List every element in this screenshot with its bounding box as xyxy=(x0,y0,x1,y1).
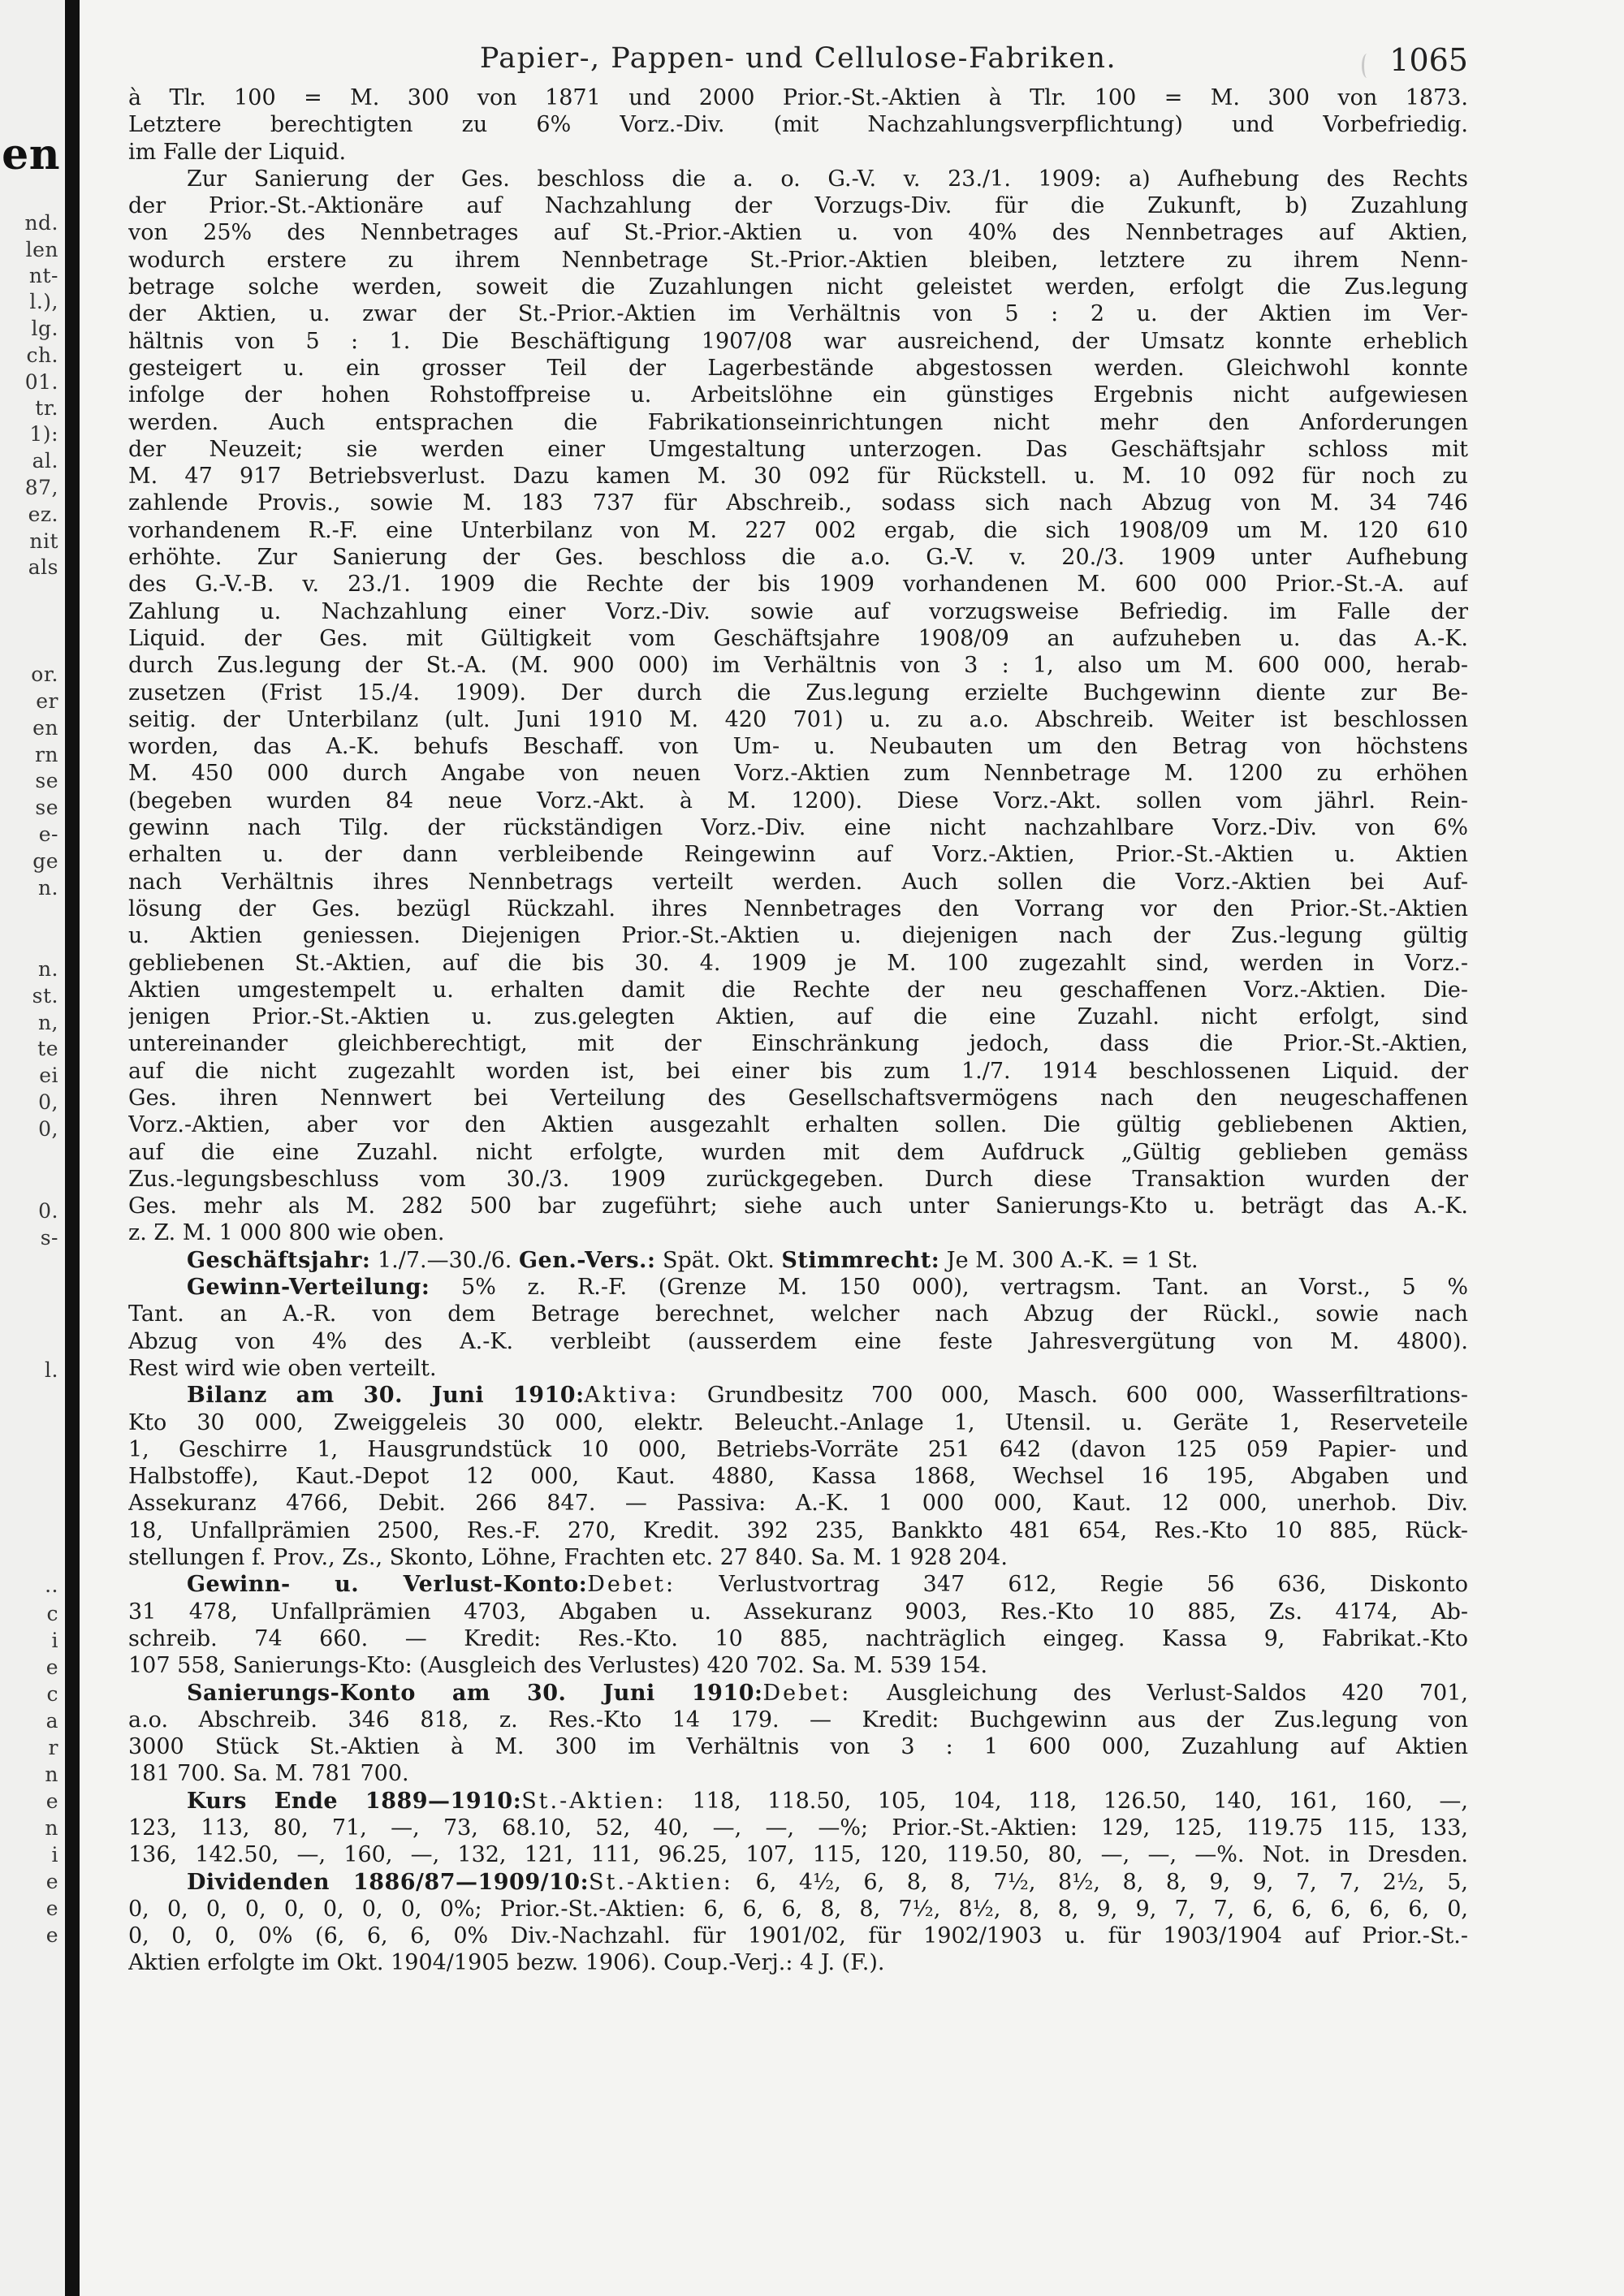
line-text: 5% z. R.-F. (Grenze M. 150 000), vertragsm. Tant. an Vorst., 5 % xyxy=(430,1275,1468,1301)
line-text: Zus.-legungsbeschluss vom 30./3. 1909 zurückgegeben. Durch diese Transaktion wurden der xyxy=(128,1166,1468,1192)
text-line xyxy=(128,192,1468,219)
margin-fragment: al. xyxy=(32,449,58,473)
margin-fragment: e xyxy=(45,1870,58,1893)
margin-fragment: e xyxy=(45,1923,58,1947)
margin-fragment: i xyxy=(51,1843,58,1867)
line-text: 118, 118.50, 105, 104, 118, 126.50, 140, 161, 160, —, xyxy=(666,1788,1468,1814)
line-text: Halbstoffe), Kaut.-Depot 12 000, Kaut. 4880, Kassa 1868, Wechsel 16 195, Abgaben und xyxy=(128,1464,1468,1490)
spaced-label: St.-Aktien: xyxy=(589,1869,733,1895)
line-text: 1./7.—30./6. xyxy=(370,1247,519,1273)
section-label: Sanierungs-Konto am 30. Juni 1910: xyxy=(187,1680,763,1706)
line-text: wodurch erstere zu ihrem Nennbetrage St.-Prior.-Aktien bleiben, letztere zu ihrem Nenn- xyxy=(128,247,1468,273)
margin-fragment: r xyxy=(48,1736,58,1759)
text-line xyxy=(128,1058,1468,1085)
line-text: betrage solche werden, soweit die Zuzahlungen nicht geleistet werden, erfolgt die Zus.legung xyxy=(128,274,1468,300)
line-text: werden. Auch entsprachen die Fabrikationseinrichtungen nicht mehr den Anforderungen xyxy=(128,409,1468,435)
text-line xyxy=(128,1247,1468,1274)
text-line xyxy=(128,463,1468,490)
line-text: schreib. 74 660. — Kredit: Res.-Kto. 10 885, nachträglich eingeg. Kassa 9, Fabrikat.-Kto xyxy=(128,1625,1468,1651)
text-line xyxy=(128,1788,1468,1815)
line-text: Kto 30 000, Zweiggeleis 30 000, elektr. Beleucht.-Anlage 1, Utensil. u. Geräte 1, Reserveteile xyxy=(128,1409,1468,1435)
text-line xyxy=(128,788,1468,814)
text-line xyxy=(128,869,1468,896)
line-text: Zur Sanierung der Ges. beschloss die a. o. G.-V. v. 23./1. 1909: a) Aufhebung des Rechts xyxy=(187,166,1468,192)
text-line xyxy=(128,922,1468,949)
margin-fragment: en xyxy=(2,130,60,179)
line-text: untereinander gleichberechtigt, mit der Einschränkung jedoch, dass die Prior.-St.-Aktien, xyxy=(128,1031,1468,1057)
line-text: M. 47 917 Betriebsverlust. Dazu kamen M. 30 092 für Rückstell. u. M. 10 092 für noch zu xyxy=(128,464,1468,490)
text-line xyxy=(128,111,1468,138)
spaced-label: Aktiva: xyxy=(584,1383,680,1409)
margin-fragment: c xyxy=(46,1602,58,1625)
text-line xyxy=(128,1355,1468,1382)
margin-fragment: s- xyxy=(40,1226,58,1249)
margin-fragment: lg. xyxy=(31,317,58,340)
text-line xyxy=(128,1760,1468,1787)
margin-fragment: 1): xyxy=(29,422,58,446)
text-line xyxy=(128,950,1468,977)
line-text: 31 478, Unfallprämien 4703, Abgaben u. Assekuranz 9003, Res.-Kto 10 885, Zs. 4174, Ab- xyxy=(128,1599,1468,1625)
text-line xyxy=(128,1815,1468,1841)
text-line xyxy=(128,1382,1468,1409)
line-text: der Aktien, u. zwar der St.-Prior.-Aktien im Verhältnis von 5 : 2 u. der Aktien im Ver- xyxy=(128,301,1468,327)
margin-fragment: 87, xyxy=(24,476,58,499)
line-text: 0, 0, 0, 0, 0, 0, 0, 0, 0%; Prior.-St.-Aktien: 6, 6, 6, 8, 8, 7½, 8½, 8, 8, 9, 9, 7, 7, 6, 6, 6, 6, 6, 0, xyxy=(128,1896,1468,1922)
running-title: Papier-, Pappen- und Cellulose-Fabriken. xyxy=(479,42,1117,75)
line-text: Aktien umgestempelt u. erhalten damit die Rechte der neu geschaffenen Vorz.-Aktien. Die- xyxy=(128,977,1468,1003)
margin-fragment: se xyxy=(35,769,58,792)
spaced-label: Debet: xyxy=(762,1680,852,1706)
line-text: M. 450 000 durch Angabe von neuen Vorz.-Aktien zum Nennbetrage M. 1200 zu erhöhen xyxy=(128,761,1468,787)
margin-fragment: ch. xyxy=(26,343,58,367)
line-text: nach Verhältnis ihres Nennbetrags verteilt werden. Auch sollen die Vorz.-Aktien bei Auf- xyxy=(128,869,1468,895)
line-text: 0, 0, 0, 0% (6, 6, 6, 0% Div.-Nachzahl. für 1901/02, für 1902/1903 u. für 1903/1904 auf Prior.-St.- xyxy=(128,1923,1468,1949)
line-text: Rest wird wie oben verteilt. xyxy=(128,1355,437,1381)
margin-fragment: se xyxy=(35,796,58,819)
text-line xyxy=(128,1219,1468,1246)
line-text: erhöhte. Zur Sanierung der Ges. beschloss die a.o. G.-V. v. 20./3. 1909 unter Aufhebung xyxy=(128,545,1468,571)
line-text: seitig. der Unterbilanz (ult. Juni 1910 M. 420 701) u. zu a.o. Abschreib. Weiter ist beschlossen xyxy=(128,706,1468,732)
line-text: gesteigert u. ein grosser Teil der Lagerbestände abgestossen werden. Gleichwohl konnte xyxy=(128,355,1468,381)
line-text: Aktien erfolgte im Okt. 1904/1905 bezw. 1906). Coup.-Verj.: 4 J. (F.). xyxy=(128,1950,885,1976)
line-text: 136, 142.50, —, 160, —, 132, 121, 111, 96.25, 107, 115, 120, 119.50, 80, —, —, —%. Not. in Dresden. xyxy=(128,1842,1468,1868)
text-line xyxy=(128,896,1468,922)
text-line xyxy=(128,1841,1468,1868)
margin-fragment: nit xyxy=(29,529,58,553)
text-line xyxy=(128,1274,1468,1301)
text-line xyxy=(128,1544,1468,1571)
text-line xyxy=(128,652,1468,679)
text-line xyxy=(128,1085,1468,1111)
text-line xyxy=(128,1490,1468,1517)
line-text: durch Zus.legung der St.-A. (M. 900 000) im Verhältnis von 3 : 1, also um M. 600 000, herab- xyxy=(128,653,1468,679)
text-line xyxy=(128,706,1468,733)
text-line xyxy=(128,1599,1468,1625)
text-line xyxy=(128,328,1468,355)
line-text: zusetzen (Frist 15./4. 1909). Der durch die Zus.legung erzielte Buchgewinn diente zur Be- xyxy=(128,680,1468,706)
line-text: der Neuzeit; sie werden einer Umgestaltung unterzogen. Das Geschäftsjahr schloss mit xyxy=(128,436,1468,462)
line-text: 18, Unfallprämien 2500, Res.-F. 270, Kredit. 392 235, Bankkto 481 654, Res.-Kto 10 885, Rück- xyxy=(128,1517,1468,1543)
line-text: auf die nicht zugezahlt worden ist, bei einer bis zum 1./7. 1914 beschlossenen Liquid. der xyxy=(128,1058,1468,1084)
margin-fragment: e- xyxy=(38,822,58,846)
line-text: jenigen Prior.-St.-Aktien u. zus.gelegten Aktien, auf die eine Zuzahl. nicht erfolgt, sind xyxy=(128,1004,1468,1030)
line-text: 3000 Stück St.-Aktien à M. 300 im Verhältnis von 3 : 1 600 000, Zuzahlung auf Aktien xyxy=(128,1734,1468,1760)
section-label: Geschäftsjahr: xyxy=(187,1247,371,1273)
text-line xyxy=(128,544,1468,571)
margin-fragment: e xyxy=(45,1655,58,1679)
section-label: Bilanz am 30. Juni 1910: xyxy=(187,1383,585,1409)
margin-fragment: c xyxy=(46,1682,58,1706)
margin-fragment: l.), xyxy=(29,290,58,313)
text-line xyxy=(128,814,1468,841)
line-text: lösung der Ges. bezügl Rückzahl. ihres Nennbetrages den Vorrang vor den Prior.-St.-Aktien xyxy=(128,896,1468,921)
line-text: infolge der hohen Rohstoffpreise u. Arbeitslöhne ein günstiges Ergebnis nicht aufgewiesen xyxy=(128,382,1468,408)
text-line xyxy=(128,517,1468,544)
page-number: 1065 xyxy=(1389,42,1468,78)
line-text: zahlende Provis., sowie M. 183 737 für Abschreib., sodass sich nach Abzug von M. 34 746 xyxy=(128,490,1468,516)
text-line xyxy=(128,274,1468,300)
line-text: gewinn nach Tilg. der rückständigen Vorz.-Div. eine nicht nachzahlbare Vorz.-Div. von 6% xyxy=(128,815,1468,841)
text-line xyxy=(128,1463,1468,1490)
margin-fragment: rn xyxy=(34,743,58,766)
line-text: von 25% des Nennbetrages auf St.-Prior.-Aktien u. von 40% des Nennbetrages auf Aktien, xyxy=(128,220,1468,246)
margin-fragment: als xyxy=(28,555,58,579)
line-text: hältnis von 5 : 1. Die Beschäftigung 1907/08 war ausreichend, der Umsatz konnte erheblich xyxy=(128,328,1468,354)
line-text: Letztere berechtigten zu 6% Vorz.-Div. (mit Nachzahlungsverpflichtung) und Vorbefriedig. xyxy=(128,112,1468,138)
left-page-margin-fragments xyxy=(0,0,63,2296)
margin-fragment: en xyxy=(32,716,58,740)
text-line xyxy=(128,247,1468,274)
page-header xyxy=(128,42,1468,84)
text-line xyxy=(128,680,1468,706)
line-text: Je M. 300 A.-K. = 1 St. xyxy=(939,1247,1199,1273)
text-line xyxy=(128,1111,1468,1138)
section-label: Gewinn-Verteilung: xyxy=(187,1275,430,1301)
line-text: des G.-V.-B. v. 23./1. 1909 die Rechte der bis 1909 vorhandenen M. 600 000 Prior.-St.-A. auf xyxy=(128,572,1468,598)
line-text: u. Aktien geniessen. Diejenigen Prior.-St.-Aktien u. diejenigen nach der Zus.-legung gültig xyxy=(128,923,1468,949)
margin-fragment: or. xyxy=(31,662,58,686)
line-text: Liquid. der Ges. mit Gültigkeit vom Geschäftsjahre 1908/09 an aufzuheben u. das A.-K. xyxy=(128,625,1468,651)
line-text: Verlustvortrag 347 612, Regie 56 636, Diskonto xyxy=(676,1572,1468,1598)
text-line xyxy=(128,382,1468,408)
margin-fragment: e xyxy=(45,1789,58,1813)
margin-fragment: 01. xyxy=(24,370,58,394)
margin-fragment: l. xyxy=(45,1358,58,1382)
line-text: a.o. Abschreib. 346 818, z. Res.-Kto 14 179. — Kredit: Buchgewinn aus der Zus.legung von xyxy=(128,1707,1468,1733)
text-line xyxy=(128,1003,1468,1030)
line-text: der Prior.-St.-Aktionäre auf Nachzahlung der Vorzugs-Div. für die Zukunft, b) Zuzahlung xyxy=(128,193,1468,219)
line-text: gebliebenen St.-Aktien, auf die bis 30. 4. 1909 je M. 100 zugezahlt sind, werden in Vorz.- xyxy=(128,950,1468,976)
text-line xyxy=(128,841,1468,868)
line-text: auf die eine Zuzahl. nicht erfolgte, wurden mit dem Aufdruck „Gültig geblieben gemäss xyxy=(128,1139,1468,1165)
text-line xyxy=(128,1301,1468,1327)
text-line xyxy=(128,1436,1468,1463)
margin-fragment: te xyxy=(37,1037,58,1060)
text-line xyxy=(128,1680,1468,1707)
line-text: 107 558, Sanierungs-Kto: (Ausgleich des Verlustes) 420 702. Sa. M. 539 154. xyxy=(128,1653,988,1679)
margin-fragment: n xyxy=(45,1763,58,1786)
line-text: 123, 113, 80, 71, —, 73, 68.10, 52, 40, —, —, —%; Prior.-St.-Aktien: 129, 125, 119.75 115, 133, xyxy=(128,1815,1468,1841)
text-line xyxy=(128,1409,1468,1436)
text-line xyxy=(128,1328,1468,1355)
section-label: Gen.-Vers.: xyxy=(518,1247,656,1273)
text-line xyxy=(128,598,1468,625)
text-line xyxy=(128,490,1468,516)
text-line xyxy=(128,571,1468,598)
margin-fragment: len xyxy=(25,238,58,261)
page xyxy=(128,42,1468,1977)
text-line xyxy=(128,760,1468,787)
text-line xyxy=(128,409,1468,436)
text-line xyxy=(128,139,1468,166)
margin-fragment: st. xyxy=(32,984,58,1008)
margin-fragment: e xyxy=(45,1897,58,1920)
line-text: z. Z. M. 1 000 800 wie oben. xyxy=(128,1220,445,1246)
line-text: 1, Geschirre 1, Hausgrundstück 10 000, Betriebs-Vorräte 251 642 (davon 125 059 Papier- und xyxy=(128,1436,1468,1462)
text-line xyxy=(128,1571,1468,1598)
text-line xyxy=(128,1193,1468,1219)
line-text: Ges. mehr als M. 282 500 bar zugeführt; siehe auch unter Sanierungs-Kto u. beträgt das A.-K. xyxy=(128,1193,1468,1219)
margin-fragment: er xyxy=(36,689,58,713)
line-text: 181 700. Sa. M. 781 700. xyxy=(128,1761,409,1787)
line-text: Vorz.-Aktien, aber vor den Aktien ausgezahlt erhalten sollen. Die gültig gebliebenen Aktien, xyxy=(128,1112,1468,1138)
text-line xyxy=(128,300,1468,327)
section-label: Dividenden 1886/87—1909/10: xyxy=(187,1869,590,1895)
margin-fragment: nd. xyxy=(24,211,58,235)
margin-fragment: .. xyxy=(45,1573,58,1597)
margin-fragment: 0, xyxy=(38,1090,58,1114)
section-label: Gewinn- u. Verlust-Konto: xyxy=(187,1572,588,1598)
margin-fragment: nt- xyxy=(28,264,58,287)
text-line xyxy=(128,1139,1468,1166)
page-gutter xyxy=(65,0,80,2296)
text-line xyxy=(128,1923,1468,1949)
text-line xyxy=(128,1030,1468,1057)
text-line xyxy=(128,1707,1468,1733)
text-line xyxy=(128,1733,1468,1760)
line-text: Ausgleichung des Verlust-Saldos 420 701, xyxy=(851,1680,1468,1706)
text-line xyxy=(128,1517,1468,1544)
text-line xyxy=(128,84,1468,111)
line-text: erhalten u. der dann verbleibende Reingewinn auf Vorz.-Aktien, Prior.-St.-Aktien u. Aktien xyxy=(128,842,1468,868)
text-line xyxy=(128,1949,1468,1976)
line-text: Abzug von 4% des A.-K. verbleibt (ausserdem eine feste Jahresvergütung von M. 4800). xyxy=(128,1328,1468,1354)
line-text: worden, das A.-K. behufs Beschaff. von Um- u. Neubauten um den Betrag von höchstens xyxy=(128,734,1468,760)
text-line xyxy=(128,436,1468,463)
text-line xyxy=(128,1896,1468,1923)
text-line xyxy=(128,1625,1468,1652)
text-line xyxy=(128,625,1468,652)
line-text: à Tlr. 100 = M. 300 von 1871 und 2000 Prior.-St.-Aktien à Tlr. 100 = M. 300 von 1873. xyxy=(128,85,1468,110)
text-line xyxy=(128,166,1468,192)
margin-fragment: n. xyxy=(37,957,58,981)
text-line xyxy=(128,977,1468,1003)
margin-fragment: 0, xyxy=(38,1117,58,1141)
margin-fragment: ez. xyxy=(28,503,58,526)
text-line xyxy=(128,1652,1468,1679)
margin-fragment: 0. xyxy=(38,1199,58,1223)
line-text: vorhandenem R.-F. eine Unterbilanz von M. 227 002 ergab, die sich 1908/09 um M. 120 610 xyxy=(128,517,1468,543)
text-line xyxy=(128,733,1468,760)
line-text: Ges. ihren Nennwert bei Verteilung des Gesellschaftsvermögens nach den neugeschaffenen xyxy=(128,1085,1468,1111)
line-text: Spät. Okt. xyxy=(655,1247,782,1273)
line-text: stellungen f. Prov., Zs., Skonto, Löhne, Frachten etc. 27 840. Sa. M. 1 928 204. xyxy=(128,1545,1008,1571)
margin-fragment: i xyxy=(51,1629,58,1652)
margin-fragment: a xyxy=(45,1709,58,1733)
margin-fragment: n. xyxy=(37,876,58,900)
text-line xyxy=(128,1869,1468,1896)
margin-fragment: n, xyxy=(37,1011,58,1034)
margin-fragment: ei xyxy=(39,1064,58,1087)
text-line xyxy=(128,1166,1468,1193)
spaced-label: Debet: xyxy=(587,1572,676,1598)
line-text: 6, 4½, 6, 8, 8, 7½, 8½, 8, 8, 9, 9, 7, 7, 2½, 5, xyxy=(732,1869,1468,1895)
company-entry-text xyxy=(128,84,1468,1977)
section-label: Kurs Ende 1889—1910: xyxy=(187,1788,522,1814)
text-line xyxy=(128,355,1468,382)
line-text: Assekuranz 4766, Debit. 266 847. — Passiva: A.-K. 1 000 000, Kaut. 12 000, unerhob. Div. xyxy=(128,1491,1468,1517)
margin-fragment: n xyxy=(45,1816,58,1840)
margin-fragment: ge xyxy=(32,849,58,873)
line-text: im Falle der Liquid. xyxy=(128,139,347,165)
line-text: (begeben wurden 84 neue Vorz.-Akt. à M. 1200). Diese Vorz.-Akt. sollen vom jährl. Rein- xyxy=(128,788,1468,814)
section-label: Stimmrecht: xyxy=(781,1247,940,1273)
margin-fragment: tr. xyxy=(35,396,58,420)
margin-mark xyxy=(1362,54,1372,78)
line-text: Zahlung u. Nachzahlung einer Vorz.-Div. sowie auf vorzugsweise Befriedig. im Falle der xyxy=(128,598,1468,624)
text-line xyxy=(128,219,1468,246)
line-text: Tant. an A.-R. von dem Betrage berechnet, welcher nach Abzug der Rückl., sowie nach xyxy=(128,1301,1468,1327)
line-text: Grundbesitz 700 000, Masch. 600 000, Wasserfiltrations- xyxy=(679,1383,1468,1409)
spaced-label: St.-Aktien: xyxy=(521,1788,667,1814)
